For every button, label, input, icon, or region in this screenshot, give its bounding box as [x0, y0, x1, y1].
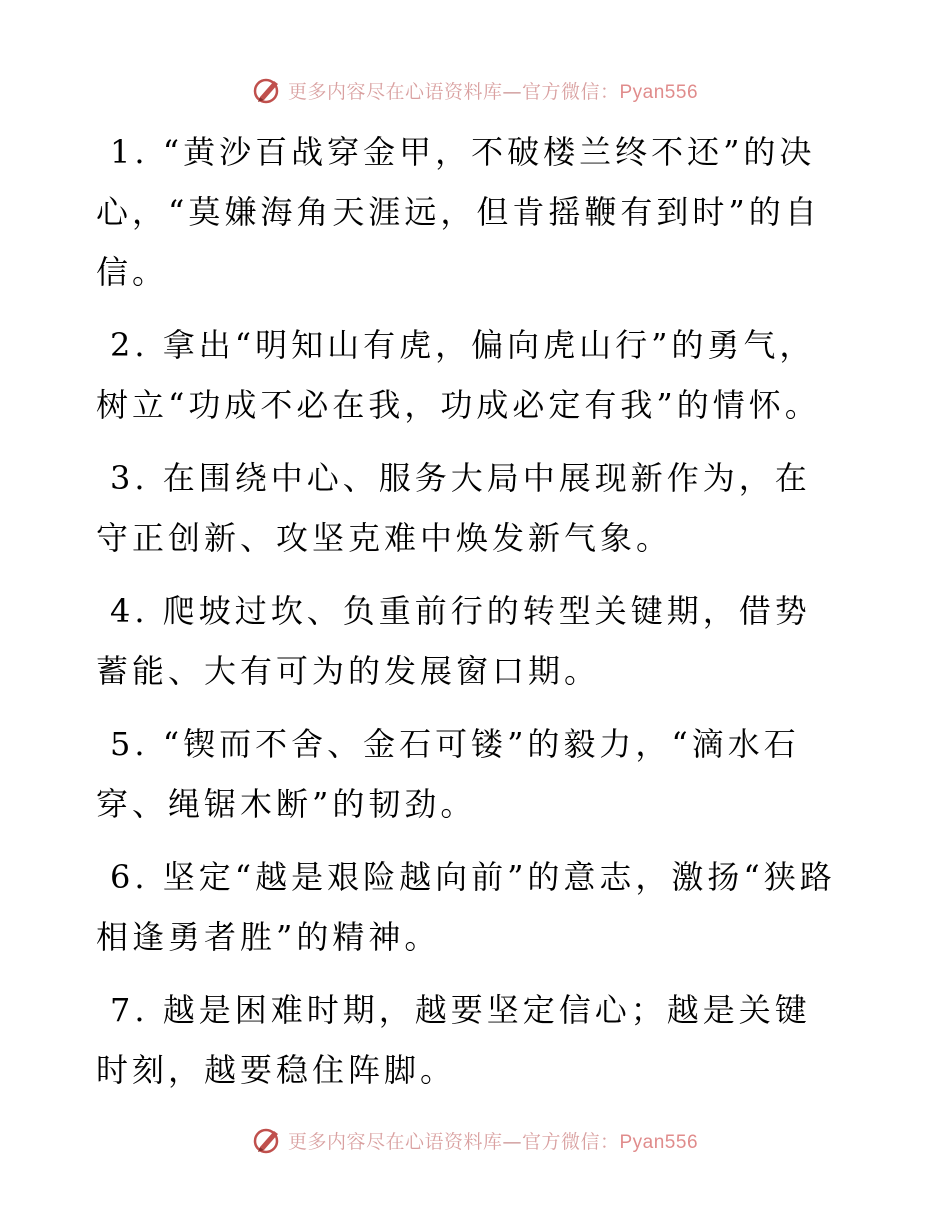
watermark-text: [288, 77, 698, 104]
watermark-separator: —: [502, 1130, 522, 1153]
header-watermark-banner: [0, 73, 950, 107]
list-item: 2. 拿出“明知山有虎，偏向虎山行”的勇气，树立“功成不必在我，功成必定有我”的情怀。: [96, 326, 821, 424]
list-item: 3. 在围绕中心、服务大局中展现新作为，在守正创新、攻坚克难中焕发新气象。: [96, 459, 811, 557]
watermark-wechat-id: Pyan556: [619, 81, 699, 103]
pen-logo-icon: [252, 1125, 282, 1155]
watermark-text: [288, 1127, 698, 1154]
list-item: 7. 越是困难时期，越要坚定信心；越是关键时刻，越要稳住阵脚。: [96, 991, 811, 1089]
document-body: [96, 122, 836, 1113]
list-item: 5. “锲而不舍、金石可镂”的毅力，“滴水石穿、绳锯木断”的韧劲。: [96, 725, 800, 823]
footer-watermark-banner: [0, 1123, 950, 1157]
list-item: 1. “黄沙百战穿金甲，不破楼兰终不还”的决心，“莫嫌海角天涯远，但肯摇鞭有到时”的自信。: [96, 133, 821, 291]
watermark-wechat-id: Pyan556: [619, 1131, 699, 1153]
watermark-separator: —: [502, 80, 522, 103]
watermark-promo: 更多内容尽在心语资料库: [287, 80, 503, 103]
watermark-promo: 更多内容尽在心语资料库: [287, 1130, 503, 1153]
list-item: 4. 爬坡过坎、负重前行的转型关键期，借势蓄能、大有可为的发展窗口期。: [96, 592, 811, 690]
watermark-official: 官方微信：: [521, 80, 620, 103]
pen-logo-icon: [252, 75, 282, 105]
watermark-official: 官方微信：: [521, 1130, 620, 1153]
list-item: 6. 坚定“越是艰险越向前”的意志，激扬“狭路相逢勇者胜”的精神。: [96, 858, 836, 956]
